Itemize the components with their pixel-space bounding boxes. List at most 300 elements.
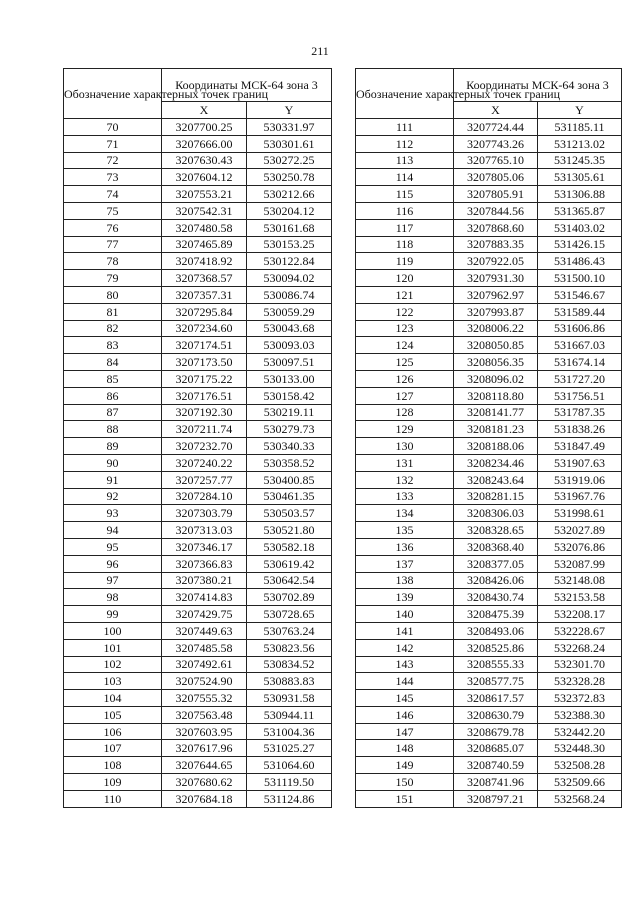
table-row	[356, 774, 622, 791]
y-coordinate-cell: 531004.36	[247, 723, 332, 740]
y-coordinate-cell: 531727.20	[538, 370, 622, 387]
table-row	[356, 706, 622, 723]
point-number-cell: 111	[356, 119, 454, 136]
table-row	[356, 219, 622, 236]
point-number-cell: 77	[64, 236, 162, 253]
point-number-cell: 73	[64, 169, 162, 186]
table-row	[64, 488, 332, 505]
table-row	[64, 673, 332, 690]
table-row	[356, 505, 622, 522]
point-number-cell: 141	[356, 622, 454, 639]
point-number-cell: 117	[356, 219, 454, 236]
y-coordinate-cell: 530212.66	[247, 186, 332, 203]
point-number-cell: 107	[64, 740, 162, 757]
table-row	[356, 538, 622, 555]
x-coordinate-cell: 3207313.03	[162, 522, 247, 539]
point-number-cell: 70	[64, 119, 162, 136]
point-number-cell: 79	[64, 270, 162, 287]
table-row	[64, 438, 332, 455]
y-coordinate-cell: 530619.42	[247, 555, 332, 572]
point-number-cell: 146	[356, 706, 454, 723]
x-coordinate-cell: 3208741.96	[454, 774, 538, 791]
x-coordinate-cell: 3208426.06	[454, 572, 538, 589]
x-coordinate-cell: 3207868.60	[454, 219, 538, 236]
point-number-cell: 106	[64, 723, 162, 740]
table-row	[356, 152, 622, 169]
point-number-cell: 83	[64, 337, 162, 354]
table-row	[356, 303, 622, 320]
y-coordinate-cell: 532208.17	[538, 606, 622, 623]
table-row	[64, 706, 332, 723]
table-row	[64, 790, 332, 807]
y-coordinate-cell: 530093.03	[247, 337, 332, 354]
point-number-cell: 126	[356, 370, 454, 387]
y-coordinate-cell: 532301.70	[538, 656, 622, 673]
point-number-cell: 71	[64, 135, 162, 152]
point-number-cell: 139	[356, 589, 454, 606]
x-coordinate-cell: 3208181.23	[454, 421, 538, 438]
table-row	[356, 690, 622, 707]
x-coordinate-cell: 3207644.65	[162, 757, 247, 774]
point-number-cell: 82	[64, 320, 162, 337]
y-coordinate-cell: 531213.02	[538, 135, 622, 152]
header-x: X	[454, 102, 538, 119]
point-number-cell: 116	[356, 202, 454, 219]
table-row	[356, 606, 622, 623]
x-coordinate-cell: 3207684.18	[162, 790, 247, 807]
x-coordinate-cell: 3207257.77	[162, 471, 247, 488]
y-coordinate-cell: 532148.08	[538, 572, 622, 589]
point-number-cell: 86	[64, 387, 162, 404]
table-row	[356, 723, 622, 740]
x-coordinate-cell: 3208141.77	[454, 404, 538, 421]
table-row	[356, 522, 622, 539]
x-coordinate-cell: 3207492.61	[162, 656, 247, 673]
x-coordinate-cell: 3208328.65	[454, 522, 538, 539]
point-number-cell: 103	[64, 673, 162, 690]
y-coordinate-cell: 530097.51	[247, 354, 332, 371]
y-coordinate-cell: 530094.02	[247, 270, 332, 287]
table-row	[356, 790, 622, 807]
y-coordinate-cell: 531589.44	[538, 303, 622, 320]
point-number-cell: 137	[356, 555, 454, 572]
table-row	[64, 505, 332, 522]
table-row	[356, 286, 622, 303]
point-number-cell: 102	[64, 656, 162, 673]
x-coordinate-cell: 3208368.40	[454, 538, 538, 555]
table-row	[64, 286, 332, 303]
table-row	[64, 354, 332, 371]
header-point-designation: Обозначение характерных точек границ	[64, 69, 162, 119]
y-coordinate-cell: 531185.11	[538, 119, 622, 136]
x-coordinate-cell: 3207295.84	[162, 303, 247, 320]
point-number-cell: 134	[356, 505, 454, 522]
table-row	[64, 404, 332, 421]
y-coordinate-cell: 532087.99	[538, 555, 622, 572]
y-coordinate-cell: 531064.60	[247, 757, 332, 774]
x-coordinate-cell: 3207805.06	[454, 169, 538, 186]
point-number-cell: 129	[356, 421, 454, 438]
table-row	[64, 202, 332, 219]
x-coordinate-cell: 3207883.35	[454, 236, 538, 253]
table-row	[64, 774, 332, 791]
x-coordinate-cell: 3208006.22	[454, 320, 538, 337]
table-row	[64, 186, 332, 203]
x-coordinate-cell: 3208525.86	[454, 639, 538, 656]
y-coordinate-cell: 531838.26	[538, 421, 622, 438]
point-number-cell: 95	[64, 538, 162, 555]
y-coordinate-cell: 532448.30	[538, 740, 622, 757]
x-coordinate-cell: 3207357.31	[162, 286, 247, 303]
point-number-cell: 93	[64, 505, 162, 522]
y-coordinate-cell: 531667.03	[538, 337, 622, 354]
table-row	[356, 471, 622, 488]
x-coordinate-cell: 3207175.22	[162, 370, 247, 387]
point-number-cell: 143	[356, 656, 454, 673]
table-row	[356, 421, 622, 438]
y-coordinate-cell: 531606.86	[538, 320, 622, 337]
x-coordinate-cell: 3208740.59	[454, 757, 538, 774]
table-row	[64, 572, 332, 589]
x-coordinate-cell: 3207380.21	[162, 572, 247, 589]
point-number-cell: 98	[64, 589, 162, 606]
y-coordinate-cell: 530521.80	[247, 522, 332, 539]
point-number-cell: 114	[356, 169, 454, 186]
point-number-cell: 92	[64, 488, 162, 505]
point-number-cell: 84	[64, 354, 162, 371]
x-coordinate-cell: 3207542.31	[162, 202, 247, 219]
y-coordinate-cell: 530461.35	[247, 488, 332, 505]
table-row	[64, 337, 332, 354]
point-number-cell: 105	[64, 706, 162, 723]
y-coordinate-cell: 531967.76	[538, 488, 622, 505]
x-coordinate-cell: 3207192.30	[162, 404, 247, 421]
x-coordinate-cell: 3207604.12	[162, 169, 247, 186]
table-row	[356, 337, 622, 354]
table-row	[356, 387, 622, 404]
point-number-cell: 74	[64, 186, 162, 203]
point-number-cell: 94	[64, 522, 162, 539]
y-coordinate-cell: 530161.68	[247, 219, 332, 236]
point-number-cell: 145	[356, 690, 454, 707]
header-point-designation: Обозначение характерных точек границ	[356, 69, 454, 119]
point-number-cell: 148	[356, 740, 454, 757]
x-coordinate-cell: 3207524.90	[162, 673, 247, 690]
x-coordinate-cell: 3208243.64	[454, 471, 538, 488]
x-coordinate-cell: 3208430.74	[454, 589, 538, 606]
point-number-cell: 123	[356, 320, 454, 337]
table-row	[356, 354, 622, 371]
x-coordinate-cell: 3207414.83	[162, 589, 247, 606]
y-coordinate-cell: 532568.24	[538, 790, 622, 807]
table-row	[64, 740, 332, 757]
table-row	[356, 169, 622, 186]
y-coordinate-cell: 530272.25	[247, 152, 332, 169]
y-coordinate-cell: 532076.86	[538, 538, 622, 555]
table-row	[64, 236, 332, 253]
table-row	[64, 522, 332, 539]
x-coordinate-cell: 3207485.58	[162, 639, 247, 656]
y-coordinate-cell: 530883.83	[247, 673, 332, 690]
x-coordinate-cell: 3207303.79	[162, 505, 247, 522]
y-coordinate-cell: 530358.52	[247, 454, 332, 471]
table-row	[64, 757, 332, 774]
x-coordinate-cell: 3207931.30	[454, 270, 538, 287]
table-row	[356, 270, 622, 287]
x-coordinate-cell: 3207666.00	[162, 135, 247, 152]
point-number-cell: 142	[356, 639, 454, 656]
y-coordinate-cell: 531674.14	[538, 354, 622, 371]
y-coordinate-cell: 530400.85	[247, 471, 332, 488]
point-number-cell: 140	[356, 606, 454, 623]
y-coordinate-cell: 532388.30	[538, 706, 622, 723]
table-row	[64, 639, 332, 656]
x-coordinate-cell: 3207284.10	[162, 488, 247, 505]
table-row	[356, 119, 622, 136]
x-coordinate-cell: 3207724.44	[454, 119, 538, 136]
y-coordinate-cell: 531847.49	[538, 438, 622, 455]
y-coordinate-cell: 530219.11	[247, 404, 332, 421]
x-coordinate-cell: 3207480.58	[162, 219, 247, 236]
point-number-cell: 112	[356, 135, 454, 152]
point-number-cell: 99	[64, 606, 162, 623]
y-coordinate-cell: 532027.89	[538, 522, 622, 539]
x-coordinate-cell: 3208056.35	[454, 354, 538, 371]
y-coordinate-cell: 531919.06	[538, 471, 622, 488]
x-coordinate-cell: 3207240.22	[162, 454, 247, 471]
point-number-cell: 110	[64, 790, 162, 807]
x-coordinate-cell: 3207805.91	[454, 186, 538, 203]
y-coordinate-cell: 531500.10	[538, 270, 622, 287]
x-coordinate-cell: 3208234.46	[454, 454, 538, 471]
table-row	[356, 622, 622, 639]
y-coordinate-cell: 531119.50	[247, 774, 332, 791]
y-coordinate-cell: 532268.24	[538, 639, 622, 656]
header-coordinates: Координаты МСК-64 зона 3	[162, 69, 332, 102]
x-coordinate-cell: 3207465.89	[162, 236, 247, 253]
x-coordinate-cell: 3207603.95	[162, 723, 247, 740]
x-coordinate-cell: 3208118.80	[454, 387, 538, 404]
y-coordinate-cell: 530763.24	[247, 622, 332, 639]
y-coordinate-cell: 531025.27	[247, 740, 332, 757]
point-number-cell: 78	[64, 253, 162, 270]
y-coordinate-cell: 530059.29	[247, 303, 332, 320]
point-number-cell: 131	[356, 454, 454, 471]
x-coordinate-cell: 3207449.63	[162, 622, 247, 639]
point-number-cell: 150	[356, 774, 454, 791]
table-row	[64, 253, 332, 270]
point-number-cell: 115	[356, 186, 454, 203]
point-number-cell: 108	[64, 757, 162, 774]
table-row	[356, 589, 622, 606]
y-coordinate-cell: 530279.73	[247, 421, 332, 438]
table-row	[356, 186, 622, 203]
y-coordinate-cell: 532442.20	[538, 723, 622, 740]
x-coordinate-cell: 3208685.07	[454, 740, 538, 757]
x-coordinate-cell: 3208617.57	[454, 690, 538, 707]
y-coordinate-cell: 531306.88	[538, 186, 622, 203]
x-coordinate-cell: 3207844.56	[454, 202, 538, 219]
x-coordinate-cell: 3208797.21	[454, 790, 538, 807]
point-number-cell: 97	[64, 572, 162, 589]
x-coordinate-cell: 3207555.32	[162, 690, 247, 707]
point-number-cell: 89	[64, 438, 162, 455]
table-row	[64, 690, 332, 707]
y-coordinate-cell: 531486.43	[538, 253, 622, 270]
point-number-cell: 80	[64, 286, 162, 303]
table-row	[64, 387, 332, 404]
x-coordinate-cell: 3208096.02	[454, 370, 538, 387]
y-coordinate-cell: 530834.52	[247, 656, 332, 673]
point-number-cell: 130	[356, 438, 454, 455]
x-coordinate-cell: 3208630.79	[454, 706, 538, 723]
x-coordinate-cell: 3208475.39	[454, 606, 538, 623]
table-row	[356, 740, 622, 757]
point-number-cell: 151	[356, 790, 454, 807]
coordinates-table-right	[355, 68, 622, 808]
point-number-cell: 85	[64, 370, 162, 387]
point-number-cell: 109	[64, 774, 162, 791]
y-coordinate-cell: 530043.68	[247, 320, 332, 337]
y-coordinate-cell: 531245.35	[538, 152, 622, 169]
x-coordinate-cell: 3207553.21	[162, 186, 247, 203]
table-row	[356, 202, 622, 219]
table-row	[64, 421, 332, 438]
header-y: Y	[538, 102, 622, 119]
page-number: 211	[311, 44, 329, 58]
x-coordinate-cell: 3207368.57	[162, 270, 247, 287]
x-coordinate-cell: 3207176.51	[162, 387, 247, 404]
x-coordinate-cell: 3207174.51	[162, 337, 247, 354]
table-row	[356, 370, 622, 387]
table-row	[64, 723, 332, 740]
point-number-cell: 128	[356, 404, 454, 421]
coordinates-table-left	[63, 68, 332, 808]
x-coordinate-cell: 3207922.05	[454, 253, 538, 270]
x-coordinate-cell: 3207962.97	[454, 286, 538, 303]
point-number-cell: 120	[356, 270, 454, 287]
point-number-cell: 91	[64, 471, 162, 488]
header-coordinates: Координаты МСК-64 зона 3	[454, 69, 622, 102]
y-coordinate-cell: 530331.97	[247, 119, 332, 136]
table-row	[64, 169, 332, 186]
table-row	[356, 572, 622, 589]
y-coordinate-cell: 530823.56	[247, 639, 332, 656]
table-row	[64, 471, 332, 488]
table-row	[356, 404, 622, 421]
point-number-cell: 96	[64, 555, 162, 572]
point-number-cell: 133	[356, 488, 454, 505]
point-number-cell: 135	[356, 522, 454, 539]
table-row	[356, 320, 622, 337]
y-coordinate-cell: 530582.18	[247, 538, 332, 555]
table-row	[356, 639, 622, 656]
point-number-cell: 125	[356, 354, 454, 371]
point-number-cell: 149	[356, 757, 454, 774]
x-coordinate-cell: 3208050.85	[454, 337, 538, 354]
x-coordinate-cell: 3207232.70	[162, 438, 247, 455]
y-coordinate-cell: 530944.11	[247, 706, 332, 723]
x-coordinate-cell: 3208281.15	[454, 488, 538, 505]
y-coordinate-cell: 532508.28	[538, 757, 622, 774]
y-coordinate-cell: 530301.61	[247, 135, 332, 152]
x-coordinate-cell: 3208377.05	[454, 555, 538, 572]
y-coordinate-cell: 532509.66	[538, 774, 622, 791]
table-row	[64, 219, 332, 236]
y-coordinate-cell: 531756.51	[538, 387, 622, 404]
x-coordinate-cell: 3207366.83	[162, 555, 247, 572]
table-row	[356, 135, 622, 152]
y-coordinate-cell: 531403.02	[538, 219, 622, 236]
y-coordinate-cell: 530153.25	[247, 236, 332, 253]
y-coordinate-cell: 532328.28	[538, 673, 622, 690]
point-number-cell: 88	[64, 421, 162, 438]
x-coordinate-cell: 3207346.17	[162, 538, 247, 555]
y-coordinate-cell: 530086.74	[247, 286, 332, 303]
table-row	[356, 555, 622, 572]
x-coordinate-cell: 3207743.26	[454, 135, 538, 152]
x-coordinate-cell: 3207418.92	[162, 253, 247, 270]
x-coordinate-cell: 3207700.25	[162, 119, 247, 136]
x-coordinate-cell: 3207563.48	[162, 706, 247, 723]
x-coordinate-cell: 3208555.33	[454, 656, 538, 673]
table-row	[64, 270, 332, 287]
y-coordinate-cell: 531998.61	[538, 505, 622, 522]
header-y: Y	[247, 102, 332, 119]
point-number-cell: 118	[356, 236, 454, 253]
table-row	[356, 673, 622, 690]
point-number-cell: 119	[356, 253, 454, 270]
y-coordinate-cell: 530122.84	[247, 253, 332, 270]
x-coordinate-cell: 3207429.75	[162, 606, 247, 623]
y-coordinate-cell: 531907.63	[538, 454, 622, 471]
y-coordinate-cell: 530158.42	[247, 387, 332, 404]
table-row	[64, 320, 332, 337]
table-row	[64, 589, 332, 606]
x-coordinate-cell: 3207173.50	[162, 354, 247, 371]
table-row	[64, 152, 332, 169]
y-coordinate-cell: 531365.87	[538, 202, 622, 219]
y-coordinate-cell: 530503.57	[247, 505, 332, 522]
x-coordinate-cell: 3208188.06	[454, 438, 538, 455]
y-coordinate-cell: 530702.89	[247, 589, 332, 606]
table-row	[64, 303, 332, 320]
point-number-cell: 136	[356, 538, 454, 555]
y-coordinate-cell: 531124.86	[247, 790, 332, 807]
point-number-cell: 76	[64, 219, 162, 236]
x-coordinate-cell: 3207680.62	[162, 774, 247, 791]
x-coordinate-cell: 3208577.75	[454, 673, 538, 690]
point-number-cell: 100	[64, 622, 162, 639]
point-number-cell: 147	[356, 723, 454, 740]
y-coordinate-cell: 531546.67	[538, 286, 622, 303]
table-row	[356, 488, 622, 505]
table-row	[356, 454, 622, 471]
point-number-cell: 122	[356, 303, 454, 320]
table-row	[64, 119, 332, 136]
point-number-cell: 87	[64, 404, 162, 421]
y-coordinate-cell: 530340.33	[247, 438, 332, 455]
y-coordinate-cell: 530133.00	[247, 370, 332, 387]
x-coordinate-cell: 3207234.60	[162, 320, 247, 337]
point-number-cell: 113	[356, 152, 454, 169]
y-coordinate-cell: 531305.61	[538, 169, 622, 186]
x-coordinate-cell: 3207993.87	[454, 303, 538, 320]
point-number-cell: 90	[64, 454, 162, 471]
table-row	[356, 253, 622, 270]
y-coordinate-cell: 531787.35	[538, 404, 622, 421]
point-number-cell: 124	[356, 337, 454, 354]
